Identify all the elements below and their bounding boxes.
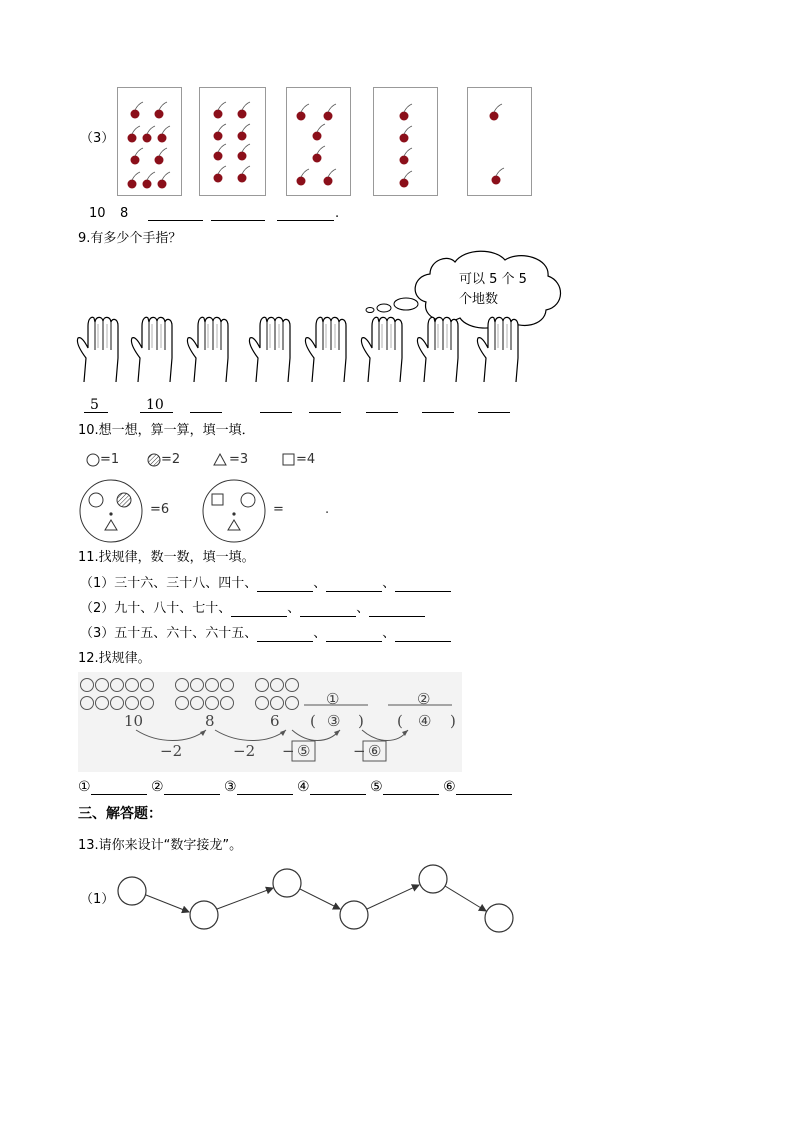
hand-6	[361, 317, 402, 382]
q11-line-2-blank-1[interactable]	[231, 602, 287, 617]
q9-blank-4[interactable]	[260, 397, 292, 413]
q11-line-3-label: （3）五十五、六十、六十五、	[80, 626, 258, 641]
q9-blank-5[interactable]	[309, 397, 341, 413]
q11-line-1	[80, 576, 451, 592]
q11-line-3-sep-2: 、	[382, 626, 396, 641]
q11-line-2	[80, 601, 425, 617]
q12-answer-label-1: ①	[78, 779, 91, 795]
q12-answer-label-4: ④	[297, 779, 310, 795]
q12-answer-blank-2[interactable]	[164, 780, 220, 795]
cherries-four	[374, 88, 437, 195]
q11-line-1-sep-2: 、	[382, 576, 396, 591]
q12-marker-6: ⑥	[368, 742, 382, 760]
q12-answer-blank-5[interactable]	[383, 780, 439, 795]
hand-1	[77, 317, 118, 382]
q11-line-1-blank-3[interactable]	[395, 577, 451, 592]
cherry-card-10	[117, 87, 182, 196]
cherry-card-8	[199, 87, 266, 196]
q12-marker-4: ④	[418, 712, 432, 730]
q8-blank-3[interactable]	[277, 206, 334, 221]
q12-answer-label-5: ⑤	[370, 779, 383, 795]
q12-answer-row	[78, 779, 512, 795]
chain-circle-6[interactable]	[485, 904, 513, 932]
q12-answer-blank-6[interactable]	[456, 780, 512, 795]
q8-part-label: （3）	[80, 131, 115, 146]
q12-answer-blank-3[interactable]	[237, 780, 293, 795]
hand-3	[187, 317, 228, 382]
q8-answer-2: 8	[120, 206, 129, 221]
face2-result: =	[273, 502, 284, 517]
chain-circle-1[interactable]	[118, 877, 146, 905]
q12-paren-open-1: (	[310, 712, 316, 730]
q11-title: 11.找规律，数一数，填一填。	[78, 550, 255, 565]
q12-answer-label-2: ②	[151, 779, 164, 795]
q10-faces	[78, 478, 278, 544]
chain-circle-5[interactable]	[419, 865, 447, 893]
q8-blank-1[interactable]	[148, 206, 203, 221]
chain-circle-2[interactable]	[190, 901, 218, 929]
q12-marker-1: ①	[326, 690, 340, 708]
q9-blank-3[interactable]	[190, 397, 222, 413]
chain-circle-3[interactable]	[273, 869, 301, 897]
q9-blank-1[interactable]	[84, 397, 108, 413]
q12-number-6: 6	[270, 712, 280, 730]
legend-hatched-value: =2	[161, 452, 181, 467]
q12-number-10: 10	[124, 712, 144, 730]
q12-paren-close-1: )	[358, 712, 364, 730]
q11-line-3-blank-3[interactable]	[395, 627, 451, 642]
q12-marker-2: ②	[417, 690, 431, 708]
q12-minus-3: −	[282, 742, 295, 760]
q12-paren-close-2: )	[450, 712, 456, 730]
q11-line-3-blank-2[interactable]	[326, 627, 382, 642]
q12-number-8: 8	[205, 712, 215, 730]
q11-line-2-blank-3[interactable]	[369, 602, 425, 617]
q9-blank-8[interactable]	[478, 397, 510, 413]
bubble-text-line2: 个地数	[459, 292, 499, 307]
q11-line-2-sep-2: 、	[356, 601, 370, 616]
cherry-card-2	[467, 87, 532, 196]
cherries-ten	[118, 88, 181, 195]
face2-dot: .	[325, 502, 330, 517]
q13-title: 13.请你来设计“数字接龙”。	[78, 838, 243, 853]
q12-marker-3: ③	[327, 712, 341, 730]
chain-circle-4[interactable]	[340, 901, 368, 929]
hand-4	[249, 317, 290, 382]
q12-minus-4: −	[353, 742, 366, 760]
cherries-eight	[200, 88, 265, 195]
cherry-card-6	[286, 87, 351, 196]
q11-line-3-sep-1: 、	[313, 626, 327, 641]
q12-minus-2: −2	[233, 742, 256, 760]
q8-answer-1: 10	[89, 206, 106, 221]
q8-end-dot: .	[335, 206, 340, 221]
hand-7	[417, 317, 458, 382]
q11-line-1-blank-2[interactable]	[326, 577, 382, 592]
q9-blank-2[interactable]	[140, 397, 173, 413]
q9-answer-10: 10	[146, 397, 164, 413]
hands-row	[72, 312, 532, 384]
q12-answer-label-3: ③	[224, 779, 237, 795]
q11-line-1-label: （1）三十六、三十八、四十、	[80, 576, 258, 591]
legend-square-value: =4	[296, 452, 316, 467]
hand-8	[477, 317, 518, 382]
q9-answer-5: 5	[90, 397, 99, 413]
q10-legend-shapes	[84, 450, 324, 470]
legend-circle-value: =1	[100, 452, 120, 467]
hand-5	[305, 317, 346, 382]
hand-2	[131, 317, 172, 382]
q11-line-3-blank-1[interactable]	[257, 627, 313, 642]
q12-title: 12.找规律。	[78, 651, 151, 666]
q11-line-2-blank-2[interactable]	[300, 602, 356, 617]
q11-line-3	[80, 626, 451, 642]
cherries-two	[468, 88, 531, 195]
q9-blank-7[interactable]	[422, 397, 454, 413]
q9-blank-6[interactable]	[366, 397, 398, 413]
cherry-card-4	[373, 87, 438, 196]
section-3-title: 三、解答题：	[78, 806, 162, 822]
bubble-text-line1: 可以 5 个 5	[459, 272, 527, 287]
q11-line-2-label: （2）九十、八十、七十、	[80, 601, 232, 616]
q8-blank-2[interactable]	[211, 206, 265, 221]
q13-part-label: （1）	[80, 892, 115, 907]
q12-minus-1: −2	[160, 742, 183, 760]
q12-paren-open-2: (	[397, 712, 403, 730]
q11-line-2-sep-1: 、	[287, 601, 301, 616]
number-chain-diagram	[112, 864, 522, 936]
q12-answer-blank-4[interactable]	[310, 780, 366, 795]
legend-triangle-value: =3	[229, 452, 249, 467]
q9-title: 9.有多少个手指？	[78, 231, 182, 246]
q11-line-1-sep-1: 、	[313, 576, 327, 591]
face1-result: =6	[150, 502, 170, 517]
q11-line-1-blank-1[interactable]	[257, 577, 313, 592]
q10-title: 10.想一想，算一算，填一填．	[78, 423, 255, 438]
cherries-six	[287, 88, 350, 195]
q12-answer-blank-1[interactable]	[91, 780, 147, 795]
q12-answer-label-6: ⑥	[443, 779, 456, 795]
q12-marker-5: ⑤	[297, 742, 311, 760]
